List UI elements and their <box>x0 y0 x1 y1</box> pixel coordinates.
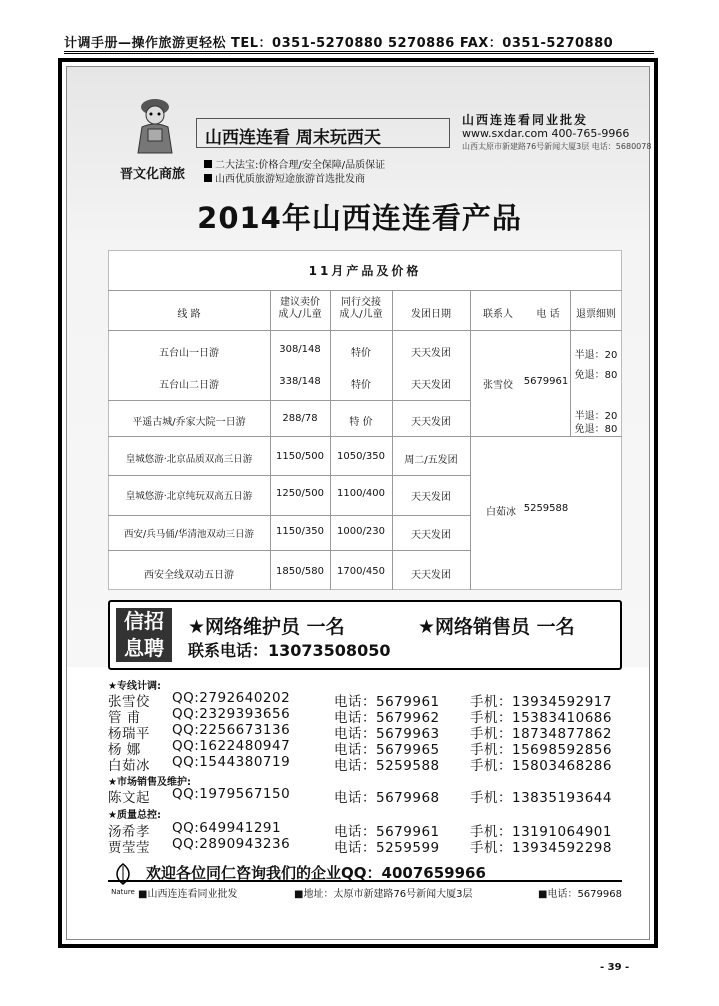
welcome-text: 欢迎各位同仁咨询我们的企业QQ：4007659966 <box>146 864 486 882</box>
route-cell: 五台山二日游 <box>159 380 219 391</box>
peer-cell: 1100/400 <box>337 488 385 499</box>
brand-site: www.sxdar.com 400-765-9966 <box>462 127 630 140</box>
route-cell: 平遥古城/乔家大院一日游 <box>132 417 246 428</box>
route-cell: 西安全线双动五日游 <box>144 570 234 581</box>
feature-1: 二大法宝:价格合理/安全保障/品质保证 <box>204 156 385 171</box>
date-cell: 天天发团 <box>411 530 451 541</box>
contact-tel: 电话：5259588 <box>334 758 440 774</box>
footer-bar <box>108 880 622 898</box>
contact-qq: QQ:2329393656 <box>172 706 291 722</box>
contact-mobile: 手机：13835193644 <box>470 790 612 806</box>
table-rule <box>108 290 622 291</box>
brand-block <box>462 113 652 153</box>
date-cell: 周二/五发团 <box>404 455 458 466</box>
contact-tel: 电话：5679968 <box>334 790 440 806</box>
contact-tel: 电话：5679962 <box>334 710 440 726</box>
contact-mobile: 手机：13934592917 <box>470 694 612 710</box>
contact-name: 白茹冰 <box>108 758 150 774</box>
date-cell: 天天发团 <box>411 417 451 428</box>
contact-name: 张雪佼 <box>108 694 150 710</box>
contact-qq: QQ:2890943236 <box>172 836 291 852</box>
feature-2: 山西优质旅游短途旅游首选批发商 <box>204 170 365 185</box>
header-peer-price: 同行交接 成人/儿童 <box>339 297 383 320</box>
contact-cell: 张雪佼 <box>483 380 513 391</box>
contact-qq: QQ:1979567150 <box>172 786 291 802</box>
job-sales: ★网络销售员 一名 <box>418 616 575 638</box>
section-title: ★市场销售及维护: <box>108 777 191 788</box>
contact-mobile: 手机：13191064901 <box>470 824 612 840</box>
header-contact: 联系人 <box>483 309 513 320</box>
price-cell: 308/148 <box>279 344 321 355</box>
slogan: 山西连连看 周末玩西天 <box>196 118 450 148</box>
table-rule <box>108 330 622 331</box>
contact-mobile: 手机：13934592298 <box>470 840 612 856</box>
brand-address: 山西太原市新建路76号新闻大厦3层 电话：5680078 <box>462 142 652 151</box>
recruitment-badge: 信招 息聘 <box>116 608 172 662</box>
contact-tel: 电话：5679965 <box>334 742 440 758</box>
date-cell: 天天发团 <box>411 380 451 391</box>
page-number: - 39 - <box>600 962 630 973</box>
contact-name: 杨瑞平 <box>108 726 150 742</box>
peer-cell: 特价 <box>351 348 371 359</box>
contact-tel: 电话：5259599 <box>334 840 440 856</box>
price-cell: 1250/500 <box>276 488 324 499</box>
table-rule <box>470 290 471 590</box>
header-bar: 计调手册—操作旅游更轻松 TEL：0351-5270880 5270886 FAX：0351-5270880 <box>64 32 654 54</box>
phone-cell: 5259588 <box>523 503 569 514</box>
contact-name: 管 甫 <box>108 710 141 726</box>
peer-cell: 1050/350 <box>337 451 385 462</box>
table-rule <box>108 400 470 401</box>
table-rule <box>392 290 393 590</box>
contact-cell: 白茹冰 <box>486 507 516 518</box>
table-rule <box>270 290 271 590</box>
table-rule <box>108 550 470 551</box>
contact-mobile: 手机：15383410686 <box>470 710 612 726</box>
contact-qq: QQ:1544380719 <box>172 754 291 770</box>
table-rule <box>108 436 622 437</box>
contact-name: 汤希孝 <box>108 824 150 840</box>
date-cell: 天天发团 <box>411 570 451 581</box>
header-refund: 退票细则 <box>576 309 616 320</box>
peer-cell: 特价 <box>351 380 371 391</box>
route-cell: 五台山一日游 <box>159 348 219 359</box>
page-headline: 2014年山西连连看产品 <box>197 201 522 235</box>
contact-qq: QQ:2256673136 <box>172 722 291 738</box>
contact-mobile: 手机：15803468286 <box>470 758 612 774</box>
price-cell: 1150/350 <box>276 526 324 537</box>
price-cell: 338/148 <box>279 376 321 387</box>
header-price: 建议卖价 成人/儿童 <box>278 297 322 320</box>
contact-mobile: 手机：15698592856 <box>470 742 612 758</box>
header-route: 线 路 <box>177 309 201 320</box>
footer-address: ■地址：太原市新建路76号新闻大厦3层 <box>294 889 473 900</box>
contact-qq: QQ:1622480947 <box>172 738 291 754</box>
phone-cell: 5679961 <box>523 376 569 387</box>
date-cell: 天天发团 <box>411 348 451 359</box>
price-cell: 288/78 <box>282 413 318 424</box>
contact-qq: QQ:2792640202 <box>172 690 291 706</box>
job-maintenance: ★网络维护员 一名 <box>188 616 345 638</box>
peer-cell: 特 价 <box>349 417 373 428</box>
contact-name: 贾莹莹 <box>108 840 150 856</box>
recruit-phone: 联系电话：13073508050 <box>188 641 391 660</box>
refund-cell: 半退：20 <box>574 350 618 361</box>
table-rule <box>330 290 331 590</box>
contact-qq: QQ:649941291 <box>172 820 282 836</box>
table-title: 11月产品及价格 <box>308 264 422 278</box>
route-cell: 西安/兵马俑/华清池双动三日游 <box>124 529 254 540</box>
date-cell: 天天发团 <box>411 492 451 503</box>
refund-cell: 免退：80 <box>574 370 618 381</box>
header-phone: 电 话 <box>536 309 560 320</box>
route-cell: 皇城悠游·北京纯玩双高五日游 <box>125 491 253 502</box>
brand-name: 山西连连看同业批发 <box>462 113 589 127</box>
section-title: ★质量总控: <box>108 810 161 821</box>
refund-cell: 半退：20 <box>574 411 618 422</box>
table-rule <box>108 475 470 476</box>
refund-cell: 免退：80 <box>574 424 618 435</box>
mascot-logo-icon <box>130 95 180 157</box>
route-cell: 皇城悠游·北京品质双高三日游 <box>125 454 253 465</box>
nature-logo: Nature <box>108 862 138 898</box>
contact-name: 杨 娜 <box>108 742 141 758</box>
logo-caption: 晋文化商旅 <box>120 167 186 182</box>
footer-company: ■山西连连看同业批发 <box>138 889 238 900</box>
price-cell: 1850/580 <box>276 566 324 577</box>
header-date: 发团日期 <box>411 309 451 320</box>
contact-mobile: 手机：18734877862 <box>470 726 612 742</box>
contact-name: 陈文起 <box>108 790 150 806</box>
peer-cell: 1000/230 <box>337 526 385 537</box>
contact-tel: 电话：5679961 <box>334 694 440 710</box>
price-cell: 1150/500 <box>276 451 324 462</box>
contact-tel: 电话：5679961 <box>334 824 440 840</box>
section-title: ★专线计调: <box>108 681 161 692</box>
table-rule <box>108 515 470 516</box>
peer-cell: 1700/450 <box>337 566 385 577</box>
contact-tel: 电话：5679963 <box>334 726 440 742</box>
footer-tel: ■电话：5679968 <box>538 889 622 900</box>
